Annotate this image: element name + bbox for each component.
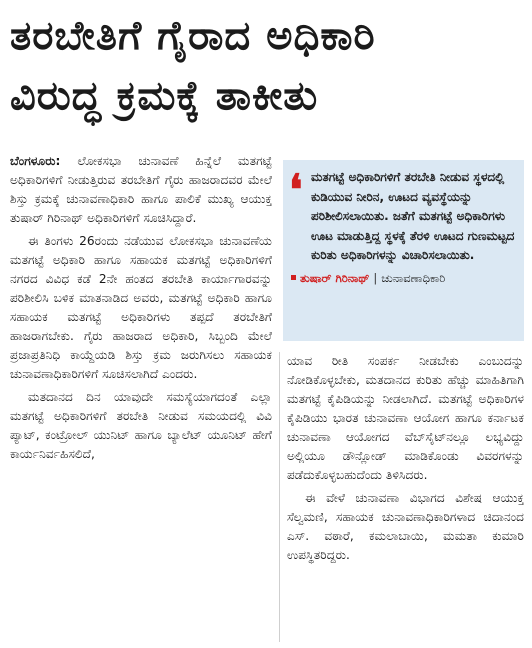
article-paragraph-4: ಯಾವ ರೀತಿ ಸಂಪರ್ಕ ನೀಡಬೇಕು ಎಂಬುದನ್ನು ನೋಡಿಕೊಳ್ಳಬೇಕು, ಮತದಾನದ ಕುರಿತು ಹೆಚ್ಚು ಮಾಹಿತಿಗಾಗಿ ಮತಗಟ್ಟೆ ಕೈಪಿಡಿಯನ್ನು ನೀಡಲಾಗಿದೆ. ಮತಗಟ್ಟೆ ಅಧಿಕಾರಿಗಳ ಕೈಪಿಡಿಯು ಭಾರತ ಚುನಾವಣಾ ಆಯೋಗ ಹಾಗೂ ಕರ್ನಾಟಕ ಚುನಾವಣಾ ಆಯೋಗದ ವೆಬ್‌ಸೈಟ್‌ನಲ್ಲೂ ಲಭ್ಯವಿದ್ದು ಅಲ್ಲಿಯೂ ಡೌನ್ಲೋಡ್ ಮಾಡಿಕೊಂಡು ವಿವರಗಳನ್ನು ಪಡೆದುಕೊಳ್ಳಬಹುದೆಂದು ತಿಳಿಸಿದರು. [287, 354, 524, 482]
quote-author-name: ತುಷಾರ್ ಗಿರಿನಾಥ್ [300, 270, 370, 285]
pull-quote-box [283, 160, 524, 341]
article-left-column [10, 152, 272, 468]
article-right-column [287, 352, 524, 569]
quote-attribution [291, 270, 516, 286]
quote-mark-icon: ❛ [289, 165, 303, 214]
headline [10, 6, 526, 126]
headline-line-1: ತರಬೇತಿಗೆ ಗೈರಾದ ಅಧಿಕಾರಿ [10, 13, 376, 59]
dateline: ಬೆಂಗಳೂರು: [10, 154, 61, 168]
column-divider [279, 352, 280, 642]
article-paragraph-3: ಮತದಾನದ ದಿನ ಯಾವುದೇ ಸಮಸ್ಯೆಯಾಗದಂತೆ ಎಲ್ಲಾ ಮತಗಟ್ಟೆ ಅಧಿಕಾರಿಗಳಿಗೆ ತರಬೇತಿ ನೀಡುವ ಸಮಯದಲ್ಲಿ ವಿವಿ ಪ್ಯಾಟ್, ಕಂಟ್ರೋಲ್ ಯುನಿಟ್ ಹಾಗೂ ಬ್ಯಾಲೆಟ್ ಯೂನಿಟ್ ಹೇಗೆ ಕಾರ್ಯನಿರ್ವಹಿಸಲಿದೆ, [10, 390, 272, 461]
article-paragraph-1-text: ಲೋಕಸಭಾ ಚುನಾವಣೆ ಹಿನ್ನೆಲೆ ಮತಗಟ್ಟೆ ಅಧಿಕಾರಿಗಳಿಗೆ ನೀಡುತ್ತಿರುವ ತರಬೇತಿಗೆ ಗೈರು ಹಾಜರಾದವರ ಮೇಲೆ ಶಿಸ್ತು ಕ್ರಮಕ್ಕೆ ಚುನಾವಣಾಧಿಕಾರಿ ಹಾಗೂ ಪಾಲಿಕೆ ಮುಖ್ಯ ಆಯುಕ್ತ ತುಷಾರ್ ಗಿರಿನಾಥ್ ಅಧಿಕಾರಿಗಳಿಗೆ ಸೂಚಿಸಿದ್ದಾರೆ. [10, 154, 273, 225]
attribution-separator: | [373, 270, 378, 285]
quote-author-role: ಚುನಾವಣಾಧಿಕಾರಿ [381, 270, 446, 285]
article-paragraph-5: ಈ ವೇಳೆ ಚುನಾವಣಾ ವಿಭಾಗದ ವಿಶೇಷ ಆಯುಕ್ತ ಸೆಲ್ವಮಣಿ, ಸಹಾಯಕ ಚುನಾವಣಾಧಿಕಾರಿಗಳಾದ ಚಿದಾನಂದ ಎಸ್. ವಠಾರೆ, ಕಮಲಾಬಾಯಿ, ಮಮತಾ ಕುಮಾರಿ ಉಪಸ್ಥಿತರಿದ್ದರು. [287, 491, 524, 562]
bullet-icon [291, 275, 296, 280]
pull-quote-text: ಮತಗಟ್ಟೆ ಅಧಿಕಾರಿಗಳಿಗೆ ತರಬೇತಿ ನೀಡುವ ಸ್ಥಳದಲ್ಲಿ ಕುಡಿಯುವ ನೀರಿನ, ಊಟದ ವ್ಯವಸ್ಥೆಯನ್ನು ಪರಿಶೀಲಿಸಲಾಯಿತು. ಜತೆಗೆ ಮತಗಟ್ಟೆ ಅಧಿಕಾರಿಗಳು ಊಟ ಮಾಡುತ್ತಿದ್ದ ಸ್ಥಳಕ್ಕೆ ತೆರಳಿ ಊಟದ ಗುಣಮಟ್ಟದ ಕುರಿತು ಅಧಿಕಾರಿಗಳನ್ನು ವಿಚಾರಿಸಲಾಯಿತು. [311, 170, 515, 263]
article-paragraph-1 [10, 152, 272, 228]
article-paragraph-2: ಈ ತಿಂಗಳು 26ರಂದು ನಡೆಯುವ ಲೋಕಸಭಾ ಚುನಾವಣೆಯ ಮತಗಟ್ಟೆ ಅಧಿಕಾರಿ ಹಾಗೂ ಸಹಾಯಕ ಮತಗಟ್ಟೆ ಅಧಿಕಾರಿಗಳಿಗೆ ನಗರದ ವಿವಿಧ ಕಡೆ 2ನೇ ಹಂತದ ತರಬೇತಿ ಕಾರ್ಯಾಗಾರವನ್ನು ಪರಿಶೀಲಿಸಿ ಬಳಿಕ ಮಾತನಾಡಿದ ಅವರು, ಮತಗಟ್ಟೆ ಅಧಿಕಾರಿ ಹಾಗೂ ಸಹಾಯಕ ಮತಗಟ್ಟೆ ಅಧಿಕಾರಿಗಳು ತಪ್ಪದೆ ತರಬೇತಿಗೆ ಹಾಜರಾಗಬೇಕು. ಗೈರು ಹಾಜರಾದ ಅಧಿಕಾರಿ, ಸಿಬ್ಬಂದಿ ಮೇಲೆ ಪ್ರಜಾಪ್ರತಿನಿಧಿ ಕಾಯ್ದೆಯಡಿ ಶಿಸ್ತು ಕ್ರಮ ಜರುಗಿಸಲು ಸಹಾಯಕ ಚುನಾವಣಾಧಿಕಾರಿಗಳಿಗೆ ಸೂಚಿಸಲಾಗಿದೆ ಎಂದರು. [10, 234, 272, 381]
headline-line-2: ವಿರುದ್ಧ ಕ್ರಮಕ್ಕೆ ತಾಕೀತು [10, 73, 319, 119]
